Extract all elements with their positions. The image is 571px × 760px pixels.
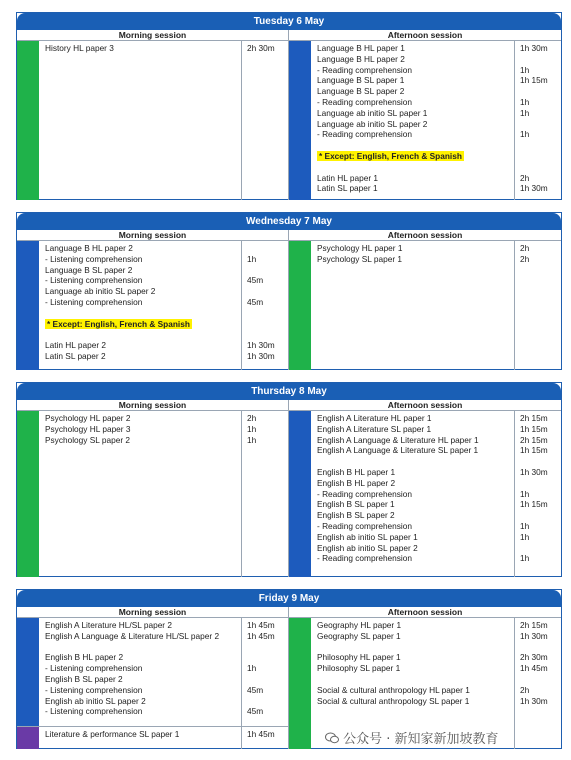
exam-duration: 1h 45m	[247, 620, 275, 630]
exam-row	[311, 521, 561, 532]
exam-subject: - Listening comprehension	[45, 275, 143, 286]
exam-duration: 1h	[520, 531, 530, 542]
exam-row	[311, 65, 561, 76]
exam-row	[39, 729, 288, 740]
day-block-tuesday	[16, 12, 562, 200]
exam-subject: Psychology HL paper 2	[45, 413, 131, 423]
exam-subject: English A Literature SL paper 1	[317, 423, 432, 434]
exam-subject: Psychology SL paper 2	[45, 434, 131, 445]
exam-subject: - Reading comprehension	[317, 64, 413, 75]
exam-row	[311, 435, 561, 446]
morning-column	[17, 411, 289, 577]
afternoon-column	[289, 41, 561, 200]
exam-duration: 1h 45m	[247, 729, 275, 739]
exception-note: * Except: English, French & Spanish	[319, 150, 462, 161]
exam-row	[39, 254, 288, 265]
exam-row	[311, 254, 561, 265]
exam-row	[311, 663, 561, 674]
exam-row	[311, 108, 561, 119]
exam-row	[311, 445, 561, 456]
exam-duration: 1h	[247, 253, 257, 264]
exam-row	[311, 674, 561, 685]
exam-subject: English A Language & Literature HL/SL paper 2	[45, 630, 220, 641]
exam-row	[311, 140, 561, 151]
exam-row	[39, 297, 288, 308]
exam-subject: English B SL paper 2	[317, 510, 395, 521]
afternoon-rows	[311, 241, 561, 370]
afternoon-column	[289, 241, 561, 370]
exam-row	[311, 685, 561, 696]
exam-row	[311, 553, 561, 564]
exam-duration: 1h 15m	[520, 445, 548, 456]
exam-row	[39, 706, 288, 717]
exam-subject: - Listening comprehension	[45, 296, 143, 307]
exam-subject: English A Literature HL/SL paper 2	[45, 620, 172, 630]
exam-row	[39, 435, 288, 446]
exam-row	[39, 696, 288, 707]
exam-row	[39, 351, 288, 362]
exam-duration: 45m	[247, 275, 264, 286]
exam-row	[39, 340, 288, 351]
watermark	[325, 728, 499, 747]
exam-row	[311, 532, 561, 543]
morning-session-label: Morning session	[17, 230, 289, 240]
exam-subject	[39, 308, 242, 319]
exam-subject	[311, 140, 515, 151]
exam-duration: 2h 15m	[520, 413, 548, 423]
exam-duration: 1h	[247, 434, 257, 445]
exam-duration	[515, 86, 561, 97]
afternoon-column	[289, 411, 561, 577]
exam-duration	[515, 543, 561, 554]
exam-duration	[515, 140, 561, 151]
morning-rows	[39, 411, 288, 577]
exam-row	[311, 499, 561, 510]
exam-duration: 1h 45m	[247, 630, 275, 641]
morning-rows	[39, 41, 288, 200]
session-header	[17, 400, 561, 411]
exam-duration: 1h	[247, 663, 257, 674]
exam-duration: 2h	[520, 243, 530, 253]
exam-subject: - Reading comprehension	[317, 96, 413, 107]
exam-duration	[515, 478, 561, 489]
exam-row	[311, 631, 561, 642]
session-header	[17, 607, 561, 618]
exam-duration: 1h 30m	[520, 630, 548, 641]
green-bar	[17, 411, 39, 577]
exam-row	[311, 129, 561, 140]
session-header	[17, 230, 561, 241]
exam-duration	[515, 151, 561, 162]
exam-subject	[39, 319, 242, 330]
exam-subject: Language ab initio SL paper 2	[45, 286, 156, 297]
exam-row	[311, 162, 561, 173]
exam-row	[311, 652, 561, 663]
exam-duration: 2h	[520, 253, 530, 264]
exam-subject: English ab initio SL paper 2	[45, 695, 146, 706]
exam-row	[39, 674, 288, 685]
morning-column	[17, 618, 289, 749]
exam-duration: 1h 15m	[520, 75, 548, 86]
exam-subject: English B SL paper 1	[317, 499, 395, 510]
exam-row	[311, 119, 561, 130]
exam-duration: 1h 30m	[520, 466, 548, 477]
exam-subject: Psychology HL paper 3	[45, 423, 131, 434]
exam-subject: English B HL paper 2	[45, 652, 124, 663]
morning-rows	[39, 618, 288, 726]
day-block-thursday	[16, 382, 562, 577]
exception-note: * Except: English, French & Spanish	[47, 318, 190, 329]
exam-subject	[311, 162, 515, 173]
exam-duration: 2h	[520, 684, 530, 695]
exam-subject: - Reading comprehension	[317, 488, 413, 499]
exam-duration	[515, 119, 561, 130]
exam-duration	[242, 308, 288, 319]
exam-duration	[242, 319, 288, 330]
exam-duration	[242, 674, 288, 685]
exam-row	[311, 75, 561, 86]
exam-subject: Psychology HL paper 1	[317, 243, 403, 253]
exam-row	[39, 631, 288, 642]
exam-row	[311, 489, 561, 500]
morning-column	[17, 41, 289, 200]
exam-subject: Language B HL paper 1	[317, 43, 405, 53]
exam-subject: Language ab initio SL paper 2	[317, 118, 428, 129]
exam-subject	[311, 674, 515, 685]
purple-bar	[17, 727, 39, 749]
exam-row	[39, 620, 288, 631]
exam-duration	[515, 162, 561, 173]
afternoon-session-label: Afternoon session	[387, 400, 463, 410]
exam-subject: Latin SL paper 2	[45, 350, 106, 361]
exam-subject: Literature & performance SL paper 1	[45, 729, 180, 739]
exam-duration	[242, 642, 288, 653]
exam-row	[311, 510, 561, 521]
exam-duration	[242, 696, 288, 707]
exam-subject: - Listening comprehension	[45, 684, 143, 695]
exam-subject: History HL paper 3	[45, 43, 114, 53]
exam-row	[39, 329, 288, 340]
exam-row	[39, 43, 288, 54]
exam-duration: 1h	[520, 488, 530, 499]
exam-duration	[515, 674, 561, 685]
exam-subject: Language ab initio SL paper 1	[317, 107, 428, 118]
exam-duration	[242, 243, 288, 254]
exam-subject: Social & cultural anthropology SL paper 1	[317, 695, 470, 706]
exam-duration: 2h 30m	[520, 652, 548, 663]
exam-row	[311, 478, 561, 489]
exam-row	[311, 86, 561, 97]
exam-subject: Philosophy HL paper 1	[317, 652, 401, 663]
exam-subject	[39, 642, 242, 653]
exam-duration	[515, 642, 561, 653]
morning-rows	[39, 241, 288, 370]
exam-subject: - Listening comprehension	[45, 663, 143, 674]
exam-duration	[242, 329, 288, 340]
exam-duration	[515, 510, 561, 521]
exam-subject: English ab initio SL paper 2	[317, 542, 418, 553]
exam-duration	[515, 456, 561, 467]
exam-row	[311, 54, 561, 65]
exam-subject	[311, 456, 515, 467]
exam-duration: 1h	[520, 553, 530, 564]
exam-duration: 2h	[520, 172, 530, 183]
exam-subject: Latin SL paper 1	[317, 183, 378, 194]
exam-row	[311, 642, 561, 653]
exam-row	[311, 243, 561, 254]
green-bar	[17, 41, 39, 200]
exam-row	[39, 286, 288, 297]
exam-duration: 1h 15m	[520, 499, 548, 510]
morning-session-label: Morning session	[17, 607, 289, 617]
wechat-icon	[325, 732, 343, 747]
exam-duration: 1h	[520, 64, 530, 75]
watermark-text: 公众号 · 新知家新加坡教育	[343, 732, 499, 747]
day-block-wednesday	[16, 212, 562, 370]
exam-subject: English A Language & Literature SL paper 1	[317, 445, 479, 456]
exam-row	[39, 424, 288, 435]
afternoon-session-label: Afternoon session	[387, 607, 463, 617]
exam-duration	[515, 54, 561, 65]
exam-subject	[311, 642, 515, 653]
morning-session-label: Morning session	[17, 30, 289, 40]
exam-duration: 1h	[520, 129, 530, 140]
exam-subject: Language B SL paper 1	[317, 75, 405, 86]
exam-subject: Psychology SL paper 1	[317, 253, 403, 264]
exam-row	[311, 456, 561, 467]
exam-row	[39, 413, 288, 424]
exam-subject: - Reading comprehension	[317, 129, 413, 140]
exam-duration	[242, 286, 288, 297]
exam-row	[39, 663, 288, 674]
exam-subject: Social & cultural anthropology HL paper 1	[317, 684, 470, 695]
exam-duration: 2h 30m	[247, 43, 275, 53]
exam-duration: 1h 30m	[520, 43, 548, 53]
exam-row	[39, 275, 288, 286]
exam-row	[39, 308, 288, 319]
exam-subject: English B SL paper 2	[45, 673, 123, 684]
blue-bar	[289, 411, 311, 577]
exam-duration	[242, 652, 288, 663]
exam-row	[39, 652, 288, 663]
exam-subject: - Reading comprehension	[317, 520, 413, 531]
exam-subject: Geography HL paper 1	[317, 620, 402, 630]
green-bar	[289, 618, 311, 749]
exam-row	[311, 543, 561, 554]
session-header	[17, 30, 561, 41]
exam-row	[311, 467, 561, 478]
exam-row	[39, 265, 288, 276]
exam-row	[311, 696, 561, 707]
afternoon-rows	[311, 411, 561, 577]
exam-duration: 2h 15m	[520, 434, 548, 445]
afternoon-session-label: Afternoon session	[387, 230, 463, 240]
exam-subject: Latin HL paper 1	[317, 172, 379, 183]
exam-row	[311, 97, 561, 108]
day-title: Tuesday 6 May	[17, 13, 561, 30]
blue-bar	[289, 41, 311, 200]
exam-subject: Philosophy SL paper 1	[317, 663, 401, 674]
exam-subject: Language B HL paper 2	[317, 53, 405, 64]
exam-row	[311, 424, 561, 435]
exam-duration: 45m	[247, 296, 264, 307]
exam-subject: - Reading comprehension	[317, 553, 413, 564]
exam-duration: 1h 15m	[520, 423, 548, 434]
exam-subject: English ab initio SL paper 1	[317, 531, 418, 542]
exam-row	[39, 319, 288, 330]
exam-duration: 1h	[247, 423, 257, 434]
exam-subject: English B HL paper 1	[317, 466, 396, 477]
exam-duration: 2h 15m	[520, 620, 548, 630]
exam-duration: 2h	[247, 413, 257, 423]
exam-subject: Geography SL paper 1	[317, 630, 401, 641]
exam-subject: English B HL paper 2	[317, 477, 396, 488]
exam-duration: 1h	[520, 107, 530, 118]
exam-duration: 1h 30m	[520, 183, 548, 194]
day-block-friday	[16, 589, 562, 749]
day-title: Friday 9 May	[17, 590, 561, 607]
exam-row	[311, 183, 561, 194]
exam-duration: 1h	[520, 96, 530, 107]
exam-subject	[311, 151, 515, 162]
green-bar	[289, 241, 311, 370]
morning-session-label: Morning session	[17, 400, 289, 410]
exam-subject: - Listening comprehension	[45, 706, 143, 717]
exam-duration: 1h	[520, 520, 530, 531]
exam-subject: - Listening comprehension	[45, 253, 143, 264]
exam-subject: Language B SL paper 2	[45, 264, 133, 275]
afternoon-rows	[311, 41, 561, 200]
exam-duration: 1h 30m	[520, 695, 548, 706]
exam-row	[39, 685, 288, 696]
exam-row	[311, 43, 561, 54]
exam-row	[311, 413, 561, 424]
exam-duration	[242, 265, 288, 276]
exam-subject: Language B SL paper 2	[317, 86, 405, 97]
exam-duration: 45m	[247, 706, 264, 717]
exam-row	[311, 151, 561, 162]
blue-bar	[17, 241, 39, 370]
exam-duration: 1h 45m	[520, 663, 548, 674]
exam-row	[311, 620, 561, 631]
morning-column	[17, 241, 289, 370]
exam-subject: English A Literature HL paper 1	[317, 413, 432, 423]
exam-row	[39, 243, 288, 254]
blue-bar	[17, 618, 39, 726]
exam-subject: English A Language & Literature HL paper 1	[317, 434, 479, 445]
exam-duration: 1h 30m	[247, 340, 275, 351]
exam-duration: 1h 30m	[247, 350, 275, 361]
exam-subject: Latin HL paper 2	[45, 340, 107, 351]
day-title: Wednesday 7 May	[17, 213, 561, 230]
exam-subject: Language B HL paper 2	[45, 243, 133, 253]
day-title: Thursday 8 May	[17, 383, 561, 400]
exam-subject	[39, 329, 242, 340]
exam-row	[39, 642, 288, 653]
exam-row	[311, 173, 561, 184]
morning-extra-rows	[39, 727, 288, 749]
exam-duration: 45m	[247, 684, 264, 695]
afternoon-session-label: Afternoon session	[387, 30, 463, 40]
